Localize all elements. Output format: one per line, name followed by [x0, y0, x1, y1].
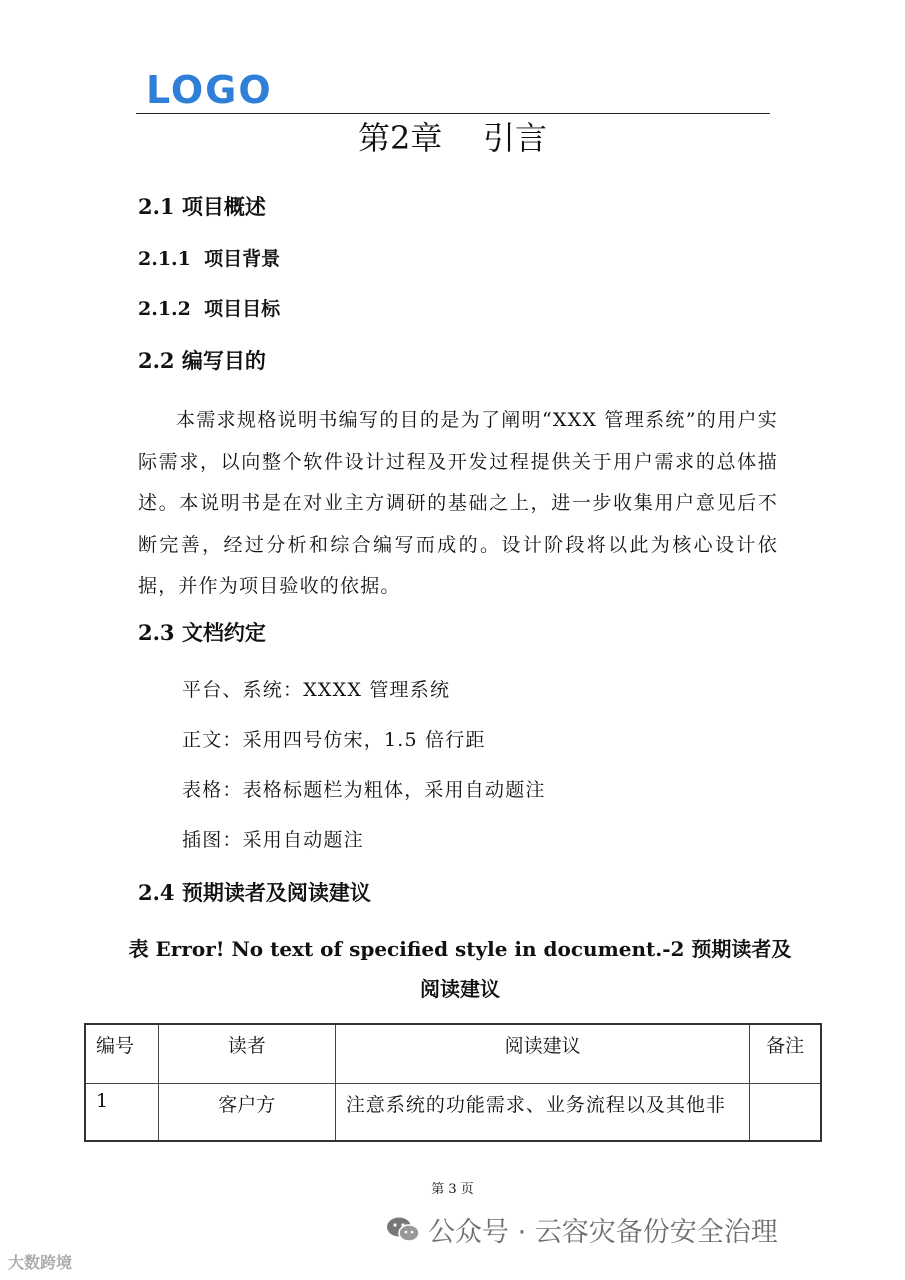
logo: LOGO	[146, 68, 273, 112]
header-suggestion: 阅读建议	[335, 1024, 750, 1084]
cell-number: 1	[85, 1084, 158, 1142]
cell-suggestion: 注意系统的功能需求、业务流程以及其他非	[335, 1084, 750, 1142]
table-caption: 表 Error! No text of specified style in document.-2 预期读者及阅读建议	[128, 937, 792, 1001]
chapter-title: 第2章 引言	[357, 119, 548, 157]
cell-note	[750, 1084, 821, 1142]
section-2-2-heading: 2.2 编写目的	[138, 348, 266, 373]
purpose-paragraph: 本需求规格说明书编写的目的是为了阐明“XXX 管理系统”的用户实际需求，以向整个软件设计过程及开发过程提供关于用户需求的总体描述。本说明书是在对业主方调研的基础之上，进一步收集用户意见后不断完善，经过分析和综合编写而成的。设计阶段将以此为核心设计依据，并作为项目验收的依据。	[138, 409, 778, 597]
corner-watermark: 大数跨境	[8, 1253, 73, 1272]
convention-item: 正文：采用四号仿宋，1.5 倍行距	[182, 729, 486, 751]
section-2-4-heading: 2.4 预期读者及阅读建议	[138, 880, 371, 905]
watermark-text: 公众号 · 云容灾备份安全治理	[428, 1217, 778, 1248]
section-2-1-2-heading: 2.1.2 项目目标	[138, 298, 281, 320]
header-rule	[136, 113, 770, 114]
header-note: 备注	[750, 1024, 821, 1084]
section-2-1-1-heading: 2.1.1 项目背景	[138, 248, 281, 270]
table-row	[85, 1084, 821, 1142]
header-number: 编号	[85, 1024, 158, 1084]
convention-item: 平台、系统：XXXX 管理系统	[182, 679, 451, 701]
wechat-icon	[386, 1216, 420, 1244]
header-reader: 读者	[158, 1024, 335, 1084]
section-2-1-heading: 2.1 项目概述	[138, 194, 266, 219]
convention-item: 插图：采用自动题注	[182, 829, 364, 851]
page-number: 第 3 页	[431, 1182, 474, 1197]
section-2-3-heading: 2.3 文档约定	[138, 620, 266, 645]
convention-item: 表格：表格标题栏为粗体，采用自动题注	[182, 779, 546, 801]
reader-table	[84, 1023, 822, 1142]
cell-reader: 客户方	[158, 1084, 335, 1142]
table-header-row	[85, 1024, 821, 1084]
